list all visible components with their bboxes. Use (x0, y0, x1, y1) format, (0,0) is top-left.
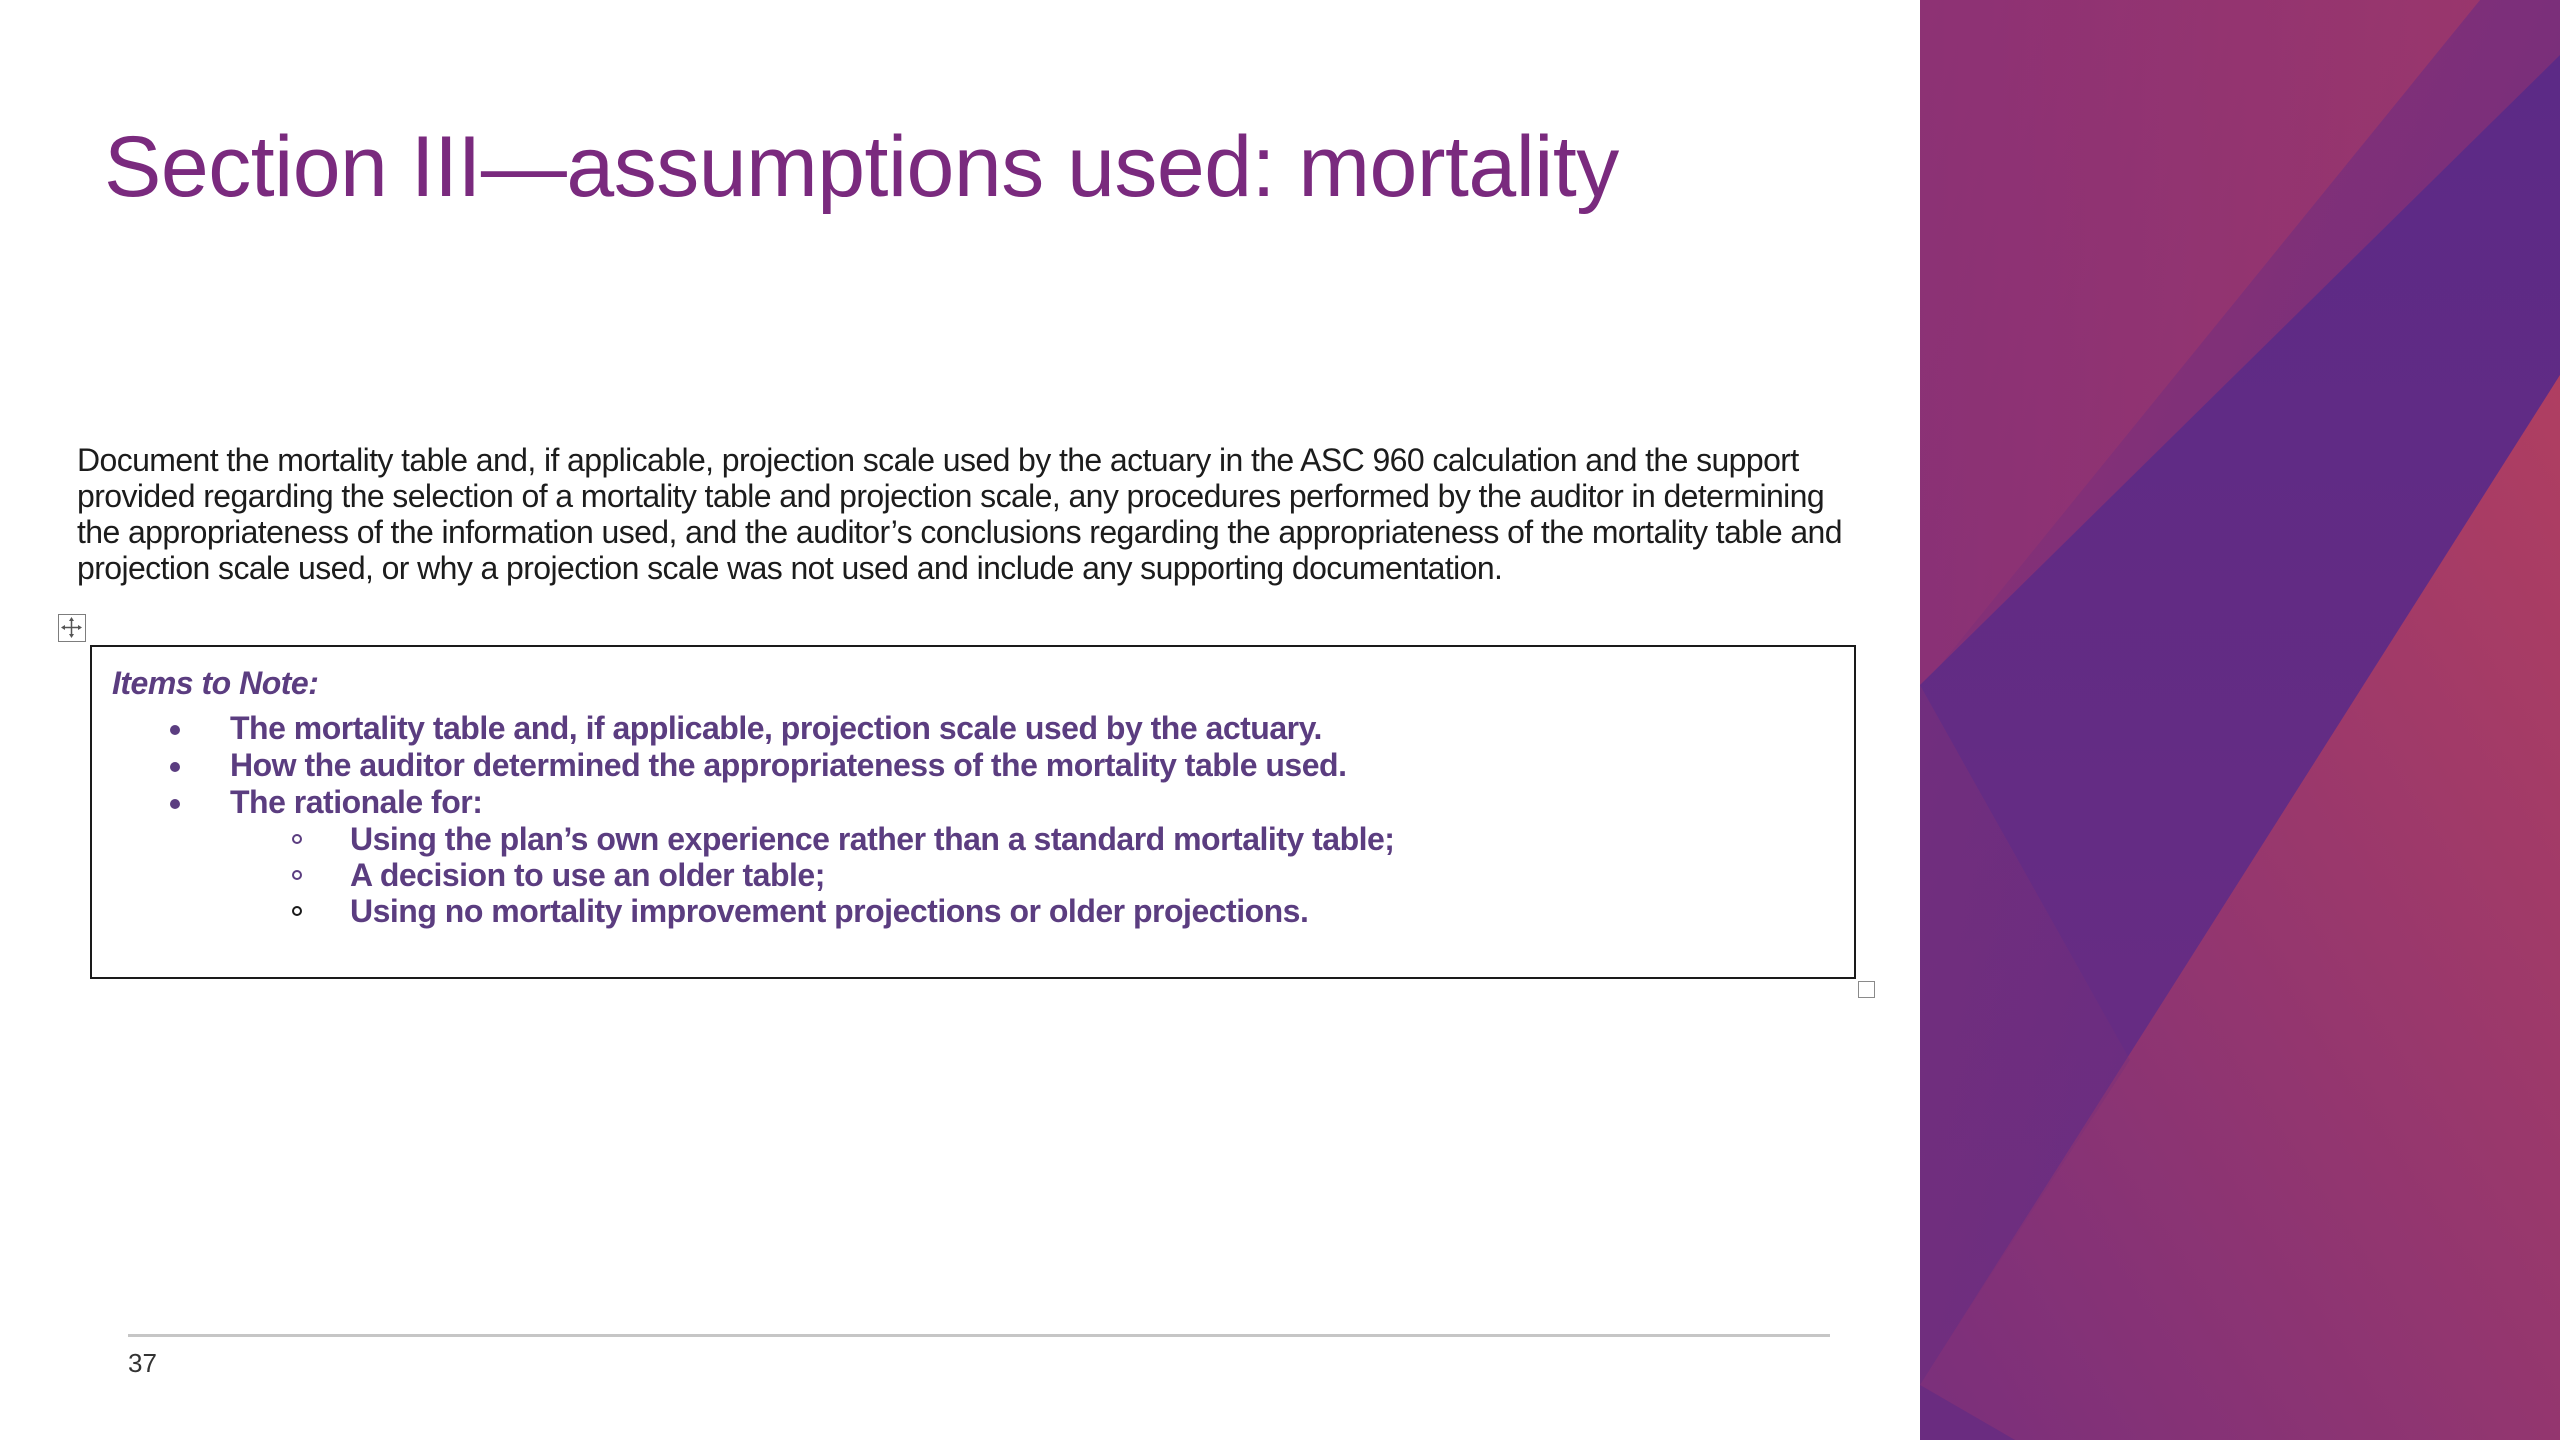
sub-list-item (92, 821, 1854, 857)
sub-list-item-text: Using the plan’s own experience rather than a standard mortality table; (350, 821, 1395, 857)
items-to-note-box[interactable] (90, 645, 1856, 979)
decorative-gradient-panel (1920, 0, 2560, 1440)
bullet-circle-icon (292, 906, 302, 916)
resize-square-icon[interactable] (1858, 981, 1875, 998)
bullet-circle-icon (292, 834, 302, 844)
note-bullet-list (92, 710, 1854, 929)
bullet-dot-icon (170, 799, 180, 809)
list-item-text: The rationale for: (230, 784, 483, 820)
note-heading: Items to Note: (112, 665, 319, 701)
list-item (92, 710, 1854, 747)
sub-list-item-text: Using no mortality improvement projections or older projections. (350, 893, 1309, 929)
bullet-dot-icon (170, 725, 180, 735)
list-item-text: The mortality table and, if applicable, projection scale used by the actuary. (230, 710, 1322, 746)
footer-divider (128, 1334, 1830, 1337)
list-item (92, 747, 1854, 784)
sub-list-item (92, 893, 1854, 929)
list-item-text: How the auditor determined the appropriateness of the mortality table used. (230, 747, 1347, 783)
sub-list-item-text: A decision to use an older table; (350, 857, 825, 893)
table-move-handle[interactable] (58, 614, 86, 642)
page-number: 37 (128, 1348, 157, 1378)
body-paragraph: Document the mortality table and, if applicable, projection scale used by the actuary in the ASC 960 calculation and the support provided regarding the selection of a mortality table and projection scale, any procedures performed by the auditor in determining the appropriateness of the information used, and the auditor’s conclusions regarding the appropriateness of the mortality table and projection scale used, or why a projection scale was not used and include any supporting documentation. (77, 442, 1842, 586)
move-cross-icon (59, 615, 84, 640)
bullet-dot-icon (170, 762, 180, 772)
slide-title: Section III—assumptions used: mortality (104, 119, 1619, 215)
list-item (92, 784, 1854, 821)
bullet-circle-icon (292, 870, 302, 880)
sub-list-item (92, 857, 1854, 893)
